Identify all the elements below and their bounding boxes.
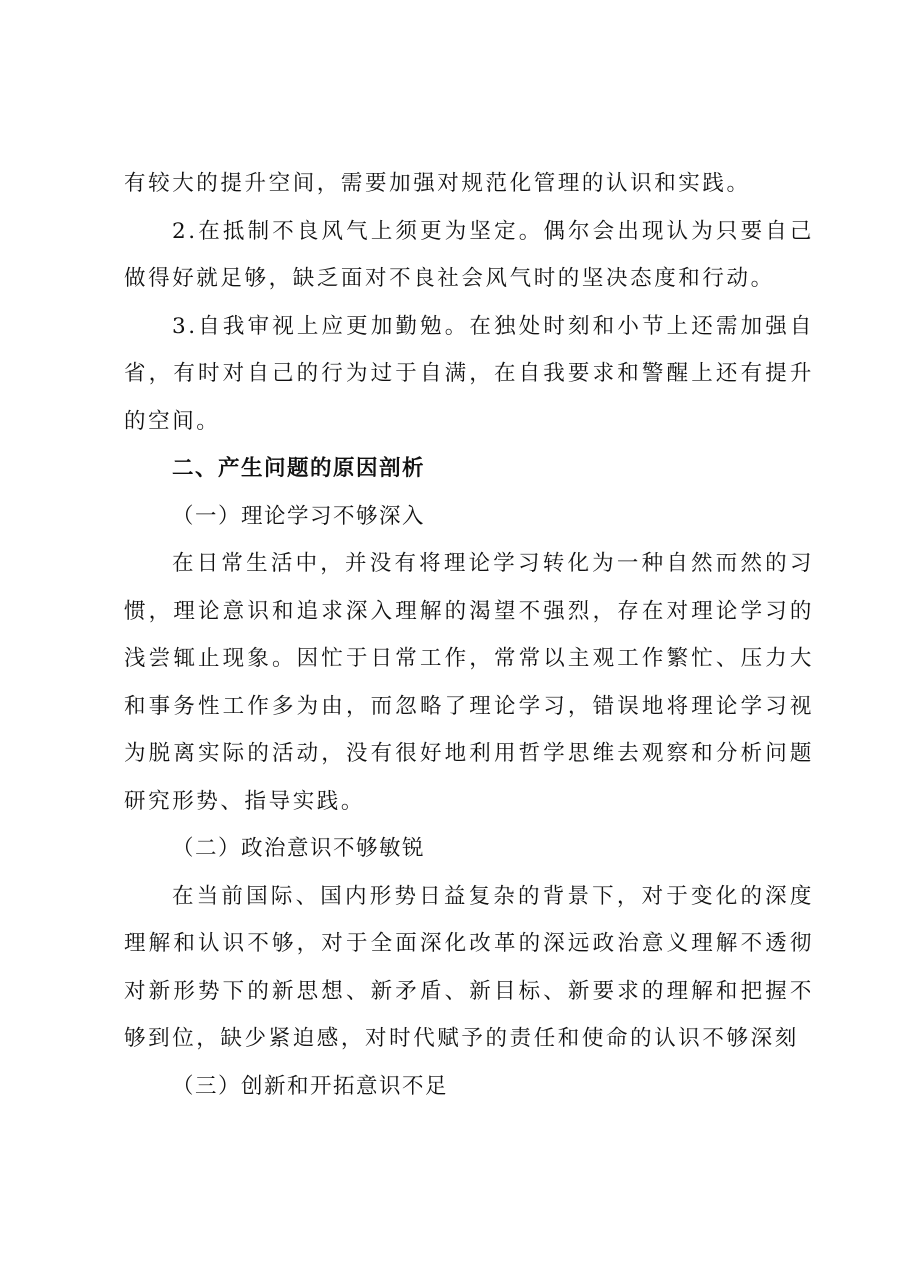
paragraph-continued: 有较大的提升空间，需要加强对规范化管理的认识和实践。 [124,171,751,196]
paragraph-item-2: 2.在抵制不良风气上须更为坚定。偶尔会出现认为只要自己做得好就足够，缺乏面对不良社会风气时的坚决态度和行动。 [124,218,814,291]
section-heading-2: 二、产生问题的原因剖析 [172,456,426,481]
paragraph-political-awareness: 在当前国际、国内形势日益复杂的背景下，对于变化的深度理解和认识不够，对于全面深化改革的深远政治意义理解不透彻对新形势下的新思想、新矛盾、新目标、新要求的理解和把握不够到位，缺少紧迫感，对时代赋予的责任和使命的认识不够深刻 [124,883,814,1051]
subsection-heading-3: （三）创新和开拓意识不足 [172,1073,449,1099]
subsection-heading-1: （一）理论学习不够深入 [172,503,426,529]
document-body [124,160,814,1110]
paragraph-item-3: 3.自我审视上应更加勤勉。在独处时刻和小节上还需加强自省，有时对自己的行为过于自满，在自我要求和警醒上还有提升的空间。 [124,313,814,434]
subsection-heading-2: （二）政治意识不够敏锐 [172,836,426,861]
paragraph-theory-study: 在日常生活中，并没有将理论学习转化为一种自然而然的习惯，理论意识和追求深入理解的渴望不强烈，存在对理论学习的浅尝辄止现象。因忙于日常工作，常常以主观工作繁忙、压力大和事务性工作多为由，而忽略了理论学习，错误地将理论学习视为脱离实际的活动，没有很好地利用哲学思维去观察和分析问题研究形势、指导实践。 [124,551,814,814]
